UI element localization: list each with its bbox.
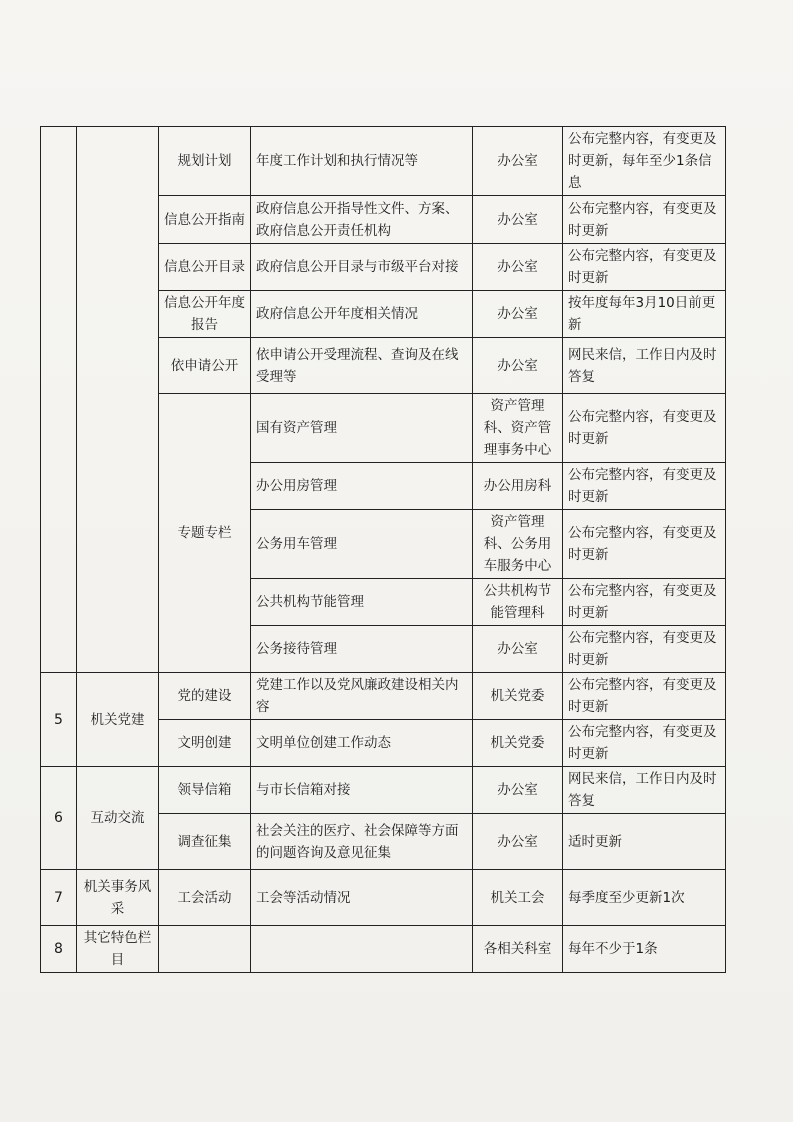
number-cell: 8 <box>41 926 77 973</box>
content-cell: 文明单位创建工作动态 <box>251 720 473 767</box>
subcategory-cell: 信息公开指南 <box>159 196 251 244</box>
requirement-cell: 公布完整内容，有变更及时更新 <box>563 463 726 510</box>
department-cell: 办公室 <box>473 626 563 673</box>
department-cell: 各相关科室 <box>473 926 563 973</box>
content-cell: 依申请公开受理流程、查询及在线受理等 <box>251 338 473 394</box>
content-cell: 办公用房管理 <box>251 463 473 510</box>
requirement-cell: 公布完整内容，有变更及时更新 <box>563 673 726 720</box>
category-cell: 其它特色栏目 <box>77 926 159 973</box>
content-cell: 公共机构节能管理 <box>251 579 473 626</box>
department-cell: 办公室 <box>473 244 563 291</box>
department-cell: 资产管理科、资产管理事务中心 <box>473 394 563 463</box>
subcategory-cell: 专题专栏 <box>159 394 251 673</box>
subcategory-cell: 信息公开年度报告 <box>159 291 251 338</box>
category-cell <box>77 127 159 673</box>
department-cell: 办公室 <box>473 291 563 338</box>
department-cell: 办公用房科 <box>473 463 563 510</box>
content-cell: 公务接待管理 <box>251 626 473 673</box>
content-cell: 年度工作计划和执行情况等 <box>251 127 473 196</box>
subcategory-cell: 规划计划 <box>159 127 251 196</box>
requirement-cell: 按年度每年3月10日前更新 <box>563 291 726 338</box>
subcategory-cell: 领导信箱 <box>159 767 251 814</box>
subcategory-cell: 党的建设 <box>159 673 251 720</box>
requirement-cell: 网民来信，工作日内及时答复 <box>563 338 726 394</box>
subcategory-cell: 调查征集 <box>159 814 251 870</box>
requirement-cell: 公布完整内容，有变更及时更新 <box>563 244 726 291</box>
requirement-cell: 公布完整内容，有变更及时更新 <box>563 626 726 673</box>
number-cell: 7 <box>41 870 77 926</box>
requirement-cell: 每季度至少更新1次 <box>563 870 726 926</box>
content-cell: 国有资产管理 <box>251 394 473 463</box>
department-cell: 资产管理科、公务用车服务中心 <box>473 510 563 579</box>
disclosure-table <box>40 126 726 973</box>
content-cell <box>251 926 473 973</box>
content-cell: 政府信息公开目录与市级平台对接 <box>251 244 473 291</box>
number-cell: 5 <box>41 673 77 767</box>
table-row <box>41 127 726 196</box>
department-cell: 机关工会 <box>473 870 563 926</box>
number-cell <box>41 127 77 673</box>
table-row <box>41 870 726 926</box>
table-row <box>41 926 726 973</box>
department-cell: 办公室 <box>473 127 563 196</box>
subcategory-cell: 文明创建 <box>159 720 251 767</box>
requirement-cell: 适时更新 <box>563 814 726 870</box>
requirement-cell: 公布完整内容，有变更及时更新 <box>563 394 726 463</box>
content-cell: 工会等活动情况 <box>251 870 473 926</box>
department-cell: 办公室 <box>473 814 563 870</box>
requirement-cell: 公布完整内容，有变更及时更新，每年至少1条信息 <box>563 127 726 196</box>
department-cell: 公共机构节能管理科 <box>473 579 563 626</box>
subcategory-cell <box>159 926 251 973</box>
content-cell: 公务用车管理 <box>251 510 473 579</box>
subcategory-cell: 工会活动 <box>159 870 251 926</box>
content-cell: 政府信息公开指导性文件、方案、政府信息公开责任机构 <box>251 196 473 244</box>
requirement-cell: 网民来信，工作日内及时答复 <box>563 767 726 814</box>
department-cell: 机关党委 <box>473 720 563 767</box>
subcategory-cell: 信息公开目录 <box>159 244 251 291</box>
subcategory-cell: 依申请公开 <box>159 338 251 394</box>
department-cell: 办公室 <box>473 338 563 394</box>
table-row <box>41 673 726 720</box>
number-cell: 6 <box>41 767 77 870</box>
requirement-cell: 公布完整内容，有变更及时更新 <box>563 579 726 626</box>
table-row <box>41 767 726 814</box>
requirement-cell: 每年不少于1条 <box>563 926 726 973</box>
content-cell: 政府信息公开年度相关情况 <box>251 291 473 338</box>
department-cell: 机关党委 <box>473 673 563 720</box>
department-cell: 办公室 <box>473 767 563 814</box>
category-cell: 机关党建 <box>77 673 159 767</box>
content-cell: 党建工作以及党风廉政建设相关内容 <box>251 673 473 720</box>
requirement-cell: 公布完整内容，有变更及时更新 <box>563 720 726 767</box>
category-cell: 机关事务风采 <box>77 870 159 926</box>
department-cell: 办公室 <box>473 196 563 244</box>
requirement-cell: 公布完整内容，有变更及时更新 <box>563 196 726 244</box>
content-cell: 社会关注的医疗、社会保障等方面的问题咨询及意见征集 <box>251 814 473 870</box>
requirement-cell: 公布完整内容，有变更及时更新 <box>563 510 726 579</box>
content-cell: 与市长信箱对接 <box>251 767 473 814</box>
category-cell: 互动交流 <box>77 767 159 870</box>
